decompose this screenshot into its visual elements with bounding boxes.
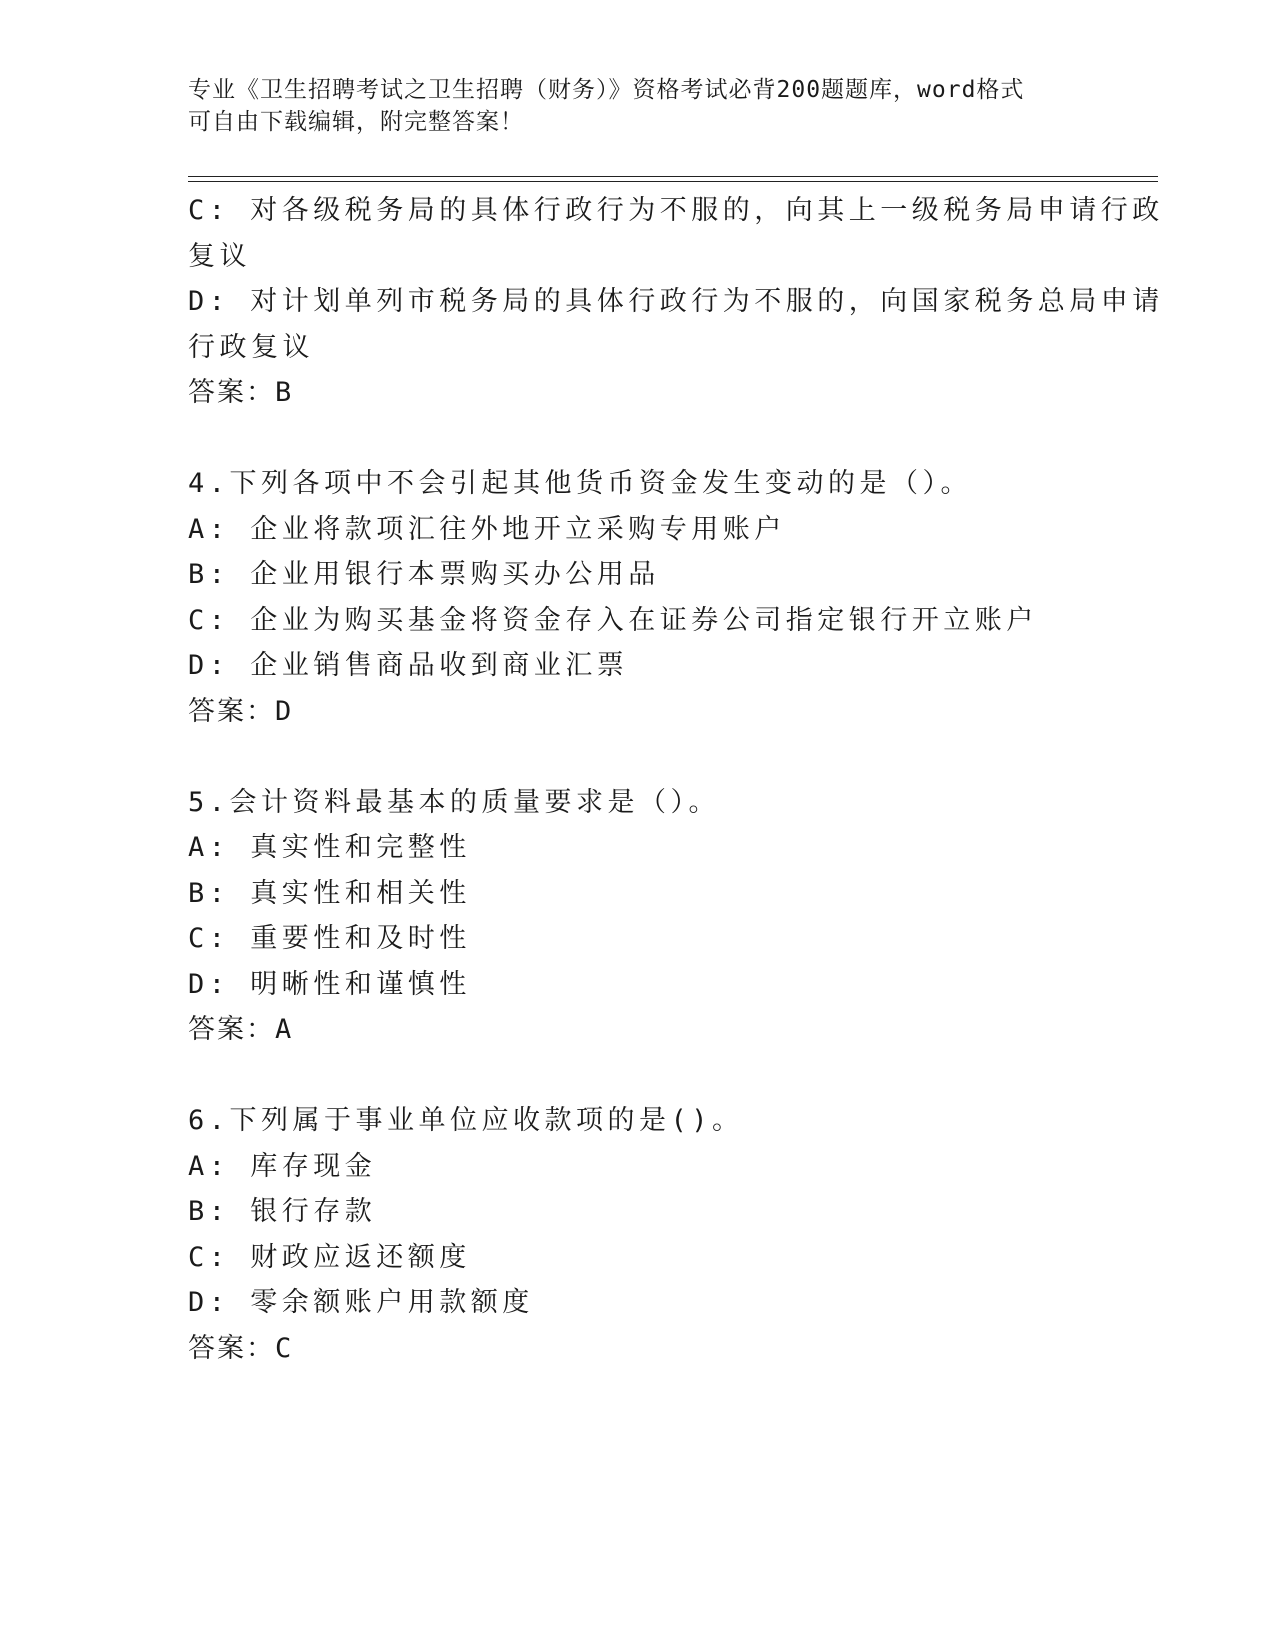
header-title-line-2: 可自由下载编辑，附完整答案！ [188, 109, 524, 135]
question-4-answer: 答案：D [188, 695, 294, 727]
header-divider-top [188, 176, 1158, 177]
question-4-option-d: D: 企业销售商品收到商业汇票 [188, 650, 629, 681]
question-5-option-d: D: 明晰性和谨慎性 [188, 968, 471, 1000]
question-5-stem: 5.会计资料最基本的质量要求是（）。 [188, 786, 721, 818]
question-3 [188, 188, 1164, 416]
question-5-answer: 答案：A [188, 1014, 294, 1045]
question-4 [188, 461, 1088, 734]
question-6-option-d: D: 零余额账户用款额度 [188, 1287, 534, 1318]
question-3-option-d-line-1: D: 对计划单列市税务局的具体行政行为不服的，向国家税务总局申请 [188, 286, 1164, 317]
question-5-option-b: B: 真实性和相关性 [188, 877, 471, 909]
document-header [188, 74, 1068, 138]
question-6-option-b: B: 银行存款 [188, 1196, 377, 1227]
question-3-option-c-line-2: 复议 [188, 240, 251, 272]
question-4-option-a: A: 企业将款项汇往外地开立采购专用账户 [188, 513, 786, 545]
question-5-option-c: C: 重要性和及时性 [188, 923, 471, 954]
question-6 [188, 1098, 1088, 1371]
question-6-answer: 答案：C [188, 1332, 294, 1364]
question-3-answer: 答案：B [188, 377, 294, 408]
question-6-option-c: C: 财政应返还额度 [188, 1241, 471, 1273]
question-5-option-a: A: 真实性和完整性 [188, 832, 471, 863]
question-4-option-c: C: 企业为购买基金将资金存入在证券公司指定银行开立账户 [188, 604, 1038, 636]
question-3-option-d-line-2: 行政复议 [188, 331, 314, 363]
question-4-stem: 4.下列各项中不会引起其他货币资金发生变动的是（）。 [188, 468, 973, 499]
question-3-option-c-line-1: C: 对各级税务局的具体行政行为不服的，向其上一级税务局申请行政 [188, 195, 1164, 226]
spacer [188, 734, 1088, 780]
spacer [188, 416, 1088, 462]
question-list [188, 188, 1164, 1371]
question-4-option-b: B: 企业用银行本票购买办公用品 [188, 559, 660, 590]
question-6-stem: 6.下列属于事业单位应收款项的是()。 [188, 1105, 744, 1136]
header-divider-bottom [188, 181, 1158, 182]
question-6-option-a: A: 库存现金 [188, 1150, 377, 1182]
spacer [188, 1053, 1088, 1099]
header-title-line-1: 专业《卫生招聘考试之卫生招聘（财务）》资格考试必背200题题库，word格式 [188, 77, 1025, 103]
question-5 [188, 780, 1088, 1053]
